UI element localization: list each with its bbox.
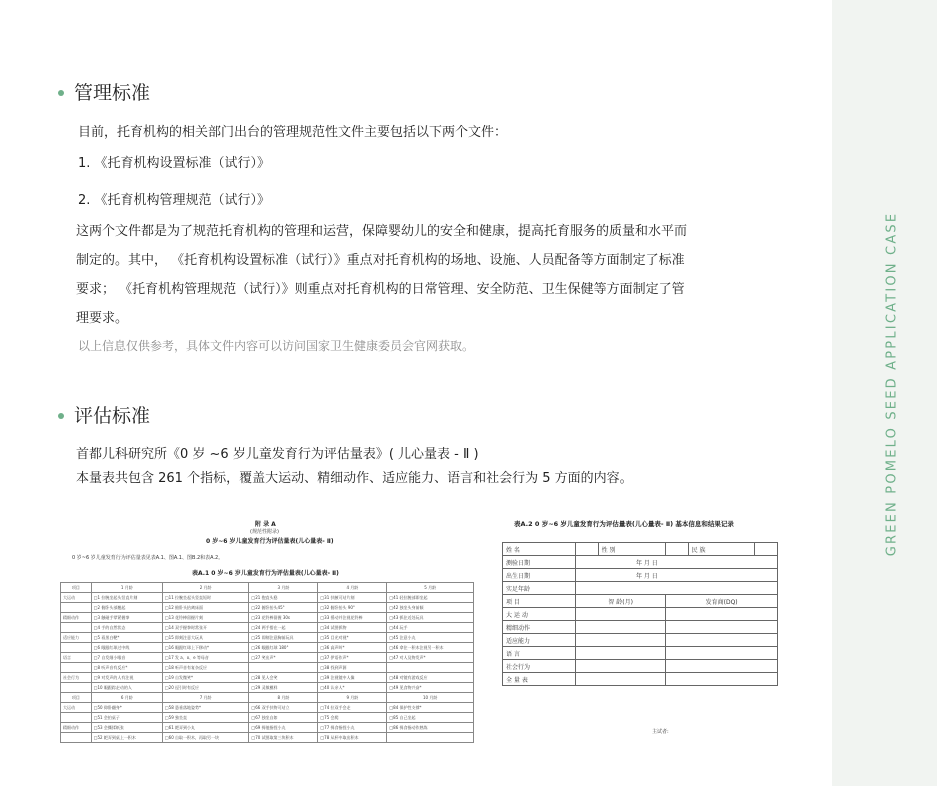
record-form-table xyxy=(502,542,778,686)
table-cell: □13 花铃棒留握片刻 xyxy=(162,613,249,623)
table-cell: □15 即刻注意大玩具 xyxy=(162,633,249,643)
table-header-cell: 项目 xyxy=(61,693,92,703)
table-header-cell: 7 月龄 xyxy=(162,693,249,703)
table-cell: □70 试图取第三块积木 xyxy=(249,733,318,743)
table-cell: □21 抱直头稳 xyxy=(249,593,318,603)
table-row xyxy=(61,613,474,623)
table-cell: □28 见人会笑 xyxy=(249,673,318,683)
table-cell xyxy=(61,683,92,693)
age-label: 实足年龄 xyxy=(503,582,576,595)
ethnicity-label: 民 族 xyxy=(688,543,755,556)
table-cell: □26 眼跟红球 180° xyxy=(249,643,318,653)
table-row xyxy=(61,653,474,663)
table-cell: □47 对人及物发声* xyxy=(387,653,474,663)
table-cell: □61 耙弄到小丸 xyxy=(162,723,249,733)
body-paragraph: 这两个文件都是为了规范托育机构的管理和运营，保障婴幼儿的安全和健康，提高托育服务的质量和水平而制定的。其中， 《托育机构设置标准（试行）》重点对托育机构的场地、设施、人员配备等方面制定了标准要求； 《托育机构管理规范（试行）》则重点对托育机构的日常管理、安全防范、卫生保健等方面制定了管理要求。 xyxy=(76,224,688,326)
dq-cell xyxy=(666,660,778,673)
table-cell: □85 自己坐起 xyxy=(387,713,474,723)
table-cell: □49 见食物兴奋* xyxy=(387,683,474,693)
table-cell: □17 发 a、o、e 等母音 xyxy=(162,653,249,663)
table-cell: □2 俯卧头部翘起 xyxy=(91,603,162,613)
table-cell: □1 拉腕坐起头竖直片刻 xyxy=(91,593,162,603)
mental-age-header: 智 龄(月) xyxy=(575,595,665,608)
table-row xyxy=(61,713,474,723)
table-header-cell: 4 月龄 xyxy=(318,583,387,593)
table-cell: 社会行为 xyxy=(61,673,92,683)
table-cell xyxy=(387,663,474,673)
name-label: 姓 名 xyxy=(503,543,576,556)
table-cell: □84 保护性支撑* xyxy=(387,703,474,713)
table-cell: □59 独坐直 xyxy=(162,713,249,723)
table-cell: □35 目光对视* xyxy=(318,633,387,643)
table-row xyxy=(61,663,474,673)
domain-label: 全 量 表 xyxy=(503,673,576,686)
sidebar-vertical-title: GREEN POMELO SEED APPLICATION CASE xyxy=(884,211,900,557)
gender-label: 性 别 xyxy=(598,543,666,556)
dq-cell xyxy=(666,634,778,647)
table-cell xyxy=(387,733,474,743)
table-cell: □46 拿住一积木注视另一积木 xyxy=(387,643,474,653)
table-row xyxy=(61,643,474,653)
table-cell: □4 手的自然状态 xyxy=(91,623,162,633)
table-cell: □67 独坐自如 xyxy=(249,713,318,723)
table-cell: 大运动 xyxy=(61,703,92,713)
gender-value xyxy=(666,543,688,556)
mental-age-cell xyxy=(575,673,665,686)
table-cell: 适应能力 xyxy=(61,633,92,643)
table-row xyxy=(503,660,778,673)
birth-date-label: 出生日期 xyxy=(503,569,576,582)
table-cell: □5 看黑白靶* xyxy=(91,633,162,643)
domain-label: 大 运 动 xyxy=(503,608,576,621)
section-heading-assessment xyxy=(58,401,150,428)
table-header-cell: 9 月龄 xyxy=(318,693,387,703)
table-header-cell: 10 月龄 xyxy=(387,693,474,703)
table-cell: □51 会拍桌子 xyxy=(91,713,162,723)
scale-subnote: 0 岁~6 岁儿童发育行为评估量表见表A.1、图A.1、图B.2和表A.2。 xyxy=(72,555,224,561)
table-header-cell: 项目 xyxy=(61,583,92,593)
table-cell: □60 自取一积木，再取另一块 xyxy=(162,733,249,743)
table-row xyxy=(503,634,778,647)
table-cell: □53 会撕揉纸张 xyxy=(91,723,162,733)
table-cell: □52 耙弄到桌上一积木 xyxy=(91,733,162,743)
domain-label: 语 言 xyxy=(503,647,576,660)
table-cell: □66 双手扶物可站立 xyxy=(249,703,318,713)
table-row xyxy=(503,673,778,686)
list-item: 1. 《托育机构设置标准（试行）》 xyxy=(78,156,271,171)
table-cell: □38 找到声源 xyxy=(318,663,387,673)
section-title: 管理标准 xyxy=(74,82,151,104)
age-value xyxy=(575,582,777,595)
table-cell: □9 对发声的人有注视 xyxy=(91,673,162,683)
table-cell: □24 两手搭在一起 xyxy=(249,623,318,633)
table-cell: □43 抓住近处玩具 xyxy=(387,613,474,623)
dq-header: 发育商(DQ) xyxy=(666,595,778,608)
table-header-row xyxy=(61,693,474,703)
mental-age-cell xyxy=(575,660,665,673)
table-cell: □29 灵敏模样 xyxy=(249,683,318,693)
table-cell xyxy=(61,643,92,653)
list-item: 2. 《托育机构管理规范（试行）》 xyxy=(78,193,271,208)
table-cell: 精细动作 xyxy=(61,723,92,733)
dq-cell xyxy=(666,673,778,686)
table-header-cell: 6 月龄 xyxy=(91,693,162,703)
table-row xyxy=(503,608,778,621)
table-cell: □58 悬垂落地姿势* xyxy=(162,703,249,713)
section-heading-management xyxy=(58,78,150,105)
table-cell: □7 自发细小喉音 xyxy=(91,653,162,663)
table-cell: □22 俯卧抬头45° xyxy=(249,603,318,613)
table-header-cell: 8 月龄 xyxy=(249,693,318,703)
table-row xyxy=(61,703,474,713)
table-row xyxy=(61,673,474,683)
scale-summary: 本量表共包含 261 个指标，覆盖大运动、精细动作、适应能力、语言和社会行为 5 方面的内容。 xyxy=(76,471,633,486)
table-cell: □6 眼跟红球过中线 xyxy=(91,643,162,653)
table-cell xyxy=(61,733,92,743)
table-row xyxy=(61,623,474,633)
table-cell: □74 拉双手会走 xyxy=(318,703,387,713)
table-cell: □18 听声音有复杂反应 xyxy=(162,663,249,673)
table-row xyxy=(61,723,474,733)
disclaimer-note: 以上信息仅供参考，具体文件内容可以访问国家卫生健康委员会官网获取。 xyxy=(78,339,475,353)
table-cell: □69 拇他指捏小丸 xyxy=(249,723,318,733)
table-cell: □86 拇食指动作熟练 xyxy=(387,723,474,733)
item-header: 项 目 xyxy=(503,595,576,608)
dq-cell xyxy=(666,647,778,660)
table-cell: □48 对镜有游戏反应 xyxy=(387,673,474,683)
normative-label: (规范性附录) xyxy=(250,529,279,535)
table-cell: □45 注意小丸 xyxy=(387,633,474,643)
domain-label: 精细动作 xyxy=(503,621,576,634)
table-row xyxy=(61,683,474,693)
table-cell: □37 伊语作声* xyxy=(318,653,387,663)
scale-table xyxy=(60,582,474,743)
table-cell: □25 即刻注意胸前玩具 xyxy=(249,633,318,643)
table-cell: □50 仰卧翻身* xyxy=(91,703,162,713)
dq-cell xyxy=(666,621,778,634)
table-cell: 大运动 xyxy=(61,593,92,603)
table-header-cell: 2 月龄 xyxy=(162,583,249,593)
bullet-icon xyxy=(58,413,64,419)
table-cell: □10 眼跟踪走动的人 xyxy=(91,683,162,693)
birth-date-value: 年 月 日 xyxy=(575,569,777,582)
table-cell: □42 独坐头身前倾 xyxy=(387,603,474,613)
dq-cell xyxy=(666,608,778,621)
test-date-value: 年 月 日 xyxy=(575,556,777,569)
signature-label: 主试者: xyxy=(652,729,669,735)
table-row xyxy=(61,603,474,613)
table-cell: □36 高声叫* xyxy=(318,643,387,653)
table-cell: □33 摇动并注视花铃棒 xyxy=(318,613,387,623)
table-row xyxy=(61,633,474,643)
mental-age-cell xyxy=(575,647,665,660)
ethnicity-value xyxy=(755,543,778,556)
table-cell: □12 俯卧头抬离床面 xyxy=(162,603,249,613)
appendix-label: 附 录 A xyxy=(255,521,276,528)
table-cell: □11 拉腕坐起头竖直短时 xyxy=(162,593,249,603)
mental-age-cell xyxy=(575,608,665,621)
table-row xyxy=(503,621,778,634)
mental-age-cell xyxy=(575,621,665,634)
bullet-icon xyxy=(58,90,64,96)
table-row xyxy=(61,593,474,603)
table-cell: □3 触碰手掌紧握拳 xyxy=(91,613,162,623)
table-cell: □16 眼跟红球上下移动* xyxy=(162,643,249,653)
domain-label: 社会行为 xyxy=(503,660,576,673)
table-cell: 精细动作 xyxy=(61,613,92,623)
table-cell xyxy=(61,713,92,723)
table-cell: □27 笑出声* xyxy=(249,653,318,663)
table-row xyxy=(61,733,474,743)
table-cell: □41 轻拉腕部即坐起 xyxy=(387,593,474,603)
scale-table-image xyxy=(58,516,476,740)
scale-description: 首都儿科研究所《0 岁 ~6 岁儿童发育行为评估量表》( 儿心量表 - Ⅱ ) xyxy=(76,447,479,462)
table-header-cell: 5 月龄 xyxy=(387,583,474,593)
table-cell xyxy=(249,663,318,673)
table-cell: □34 试图抓物 xyxy=(318,623,387,633)
table-cell: □44 玩手 xyxy=(387,623,474,633)
domain-label: 适应能力 xyxy=(503,634,576,647)
test-date-label: 测验日期 xyxy=(503,556,576,569)
table-cell: □78 从杯中取出积木 xyxy=(318,733,387,743)
table-cell xyxy=(61,663,92,673)
table-cell: □20 逗引时有反应 xyxy=(162,683,249,693)
table-cell: □23 花铃棒留握 30s xyxy=(249,613,318,623)
form-title: 表A.2 0 岁~6 岁儿童发育行为评估量表(儿心量表- Ⅱ) 基本信息和结果记录 xyxy=(514,520,734,528)
table-header-row xyxy=(61,583,474,593)
name-value xyxy=(575,543,598,556)
table-cell: □31 扶腋可站片刻 xyxy=(318,593,387,603)
table-cell: □39 注视镜中人像 xyxy=(318,673,387,683)
mental-age-cell xyxy=(575,634,665,647)
table-cell: □8 听声音有反应* xyxy=(91,663,162,673)
table-cell xyxy=(61,623,92,633)
table-cell: □75 会爬 xyxy=(318,713,387,723)
table-header-cell: 3 月龄 xyxy=(249,583,318,593)
scale-title: 0 岁~6 岁儿童发育行为评估量表(儿心量表- Ⅱ) xyxy=(206,538,334,545)
table-title: 表A.1 0 岁~6 岁儿童发育行为评估量表(儿心量表- Ⅱ) xyxy=(192,570,339,577)
table-cell: □14 双手握拳时常张开 xyxy=(162,623,249,633)
table-header-cell: 1 月龄 xyxy=(91,583,162,593)
section-title: 评估标准 xyxy=(74,405,151,427)
table-row xyxy=(503,647,778,660)
table-cell xyxy=(61,603,92,613)
record-form-image xyxy=(500,516,780,740)
table-cell: 语言 xyxy=(61,653,92,663)
intro-text: 目前，托育机构的相关部门出台的管理规范性文件主要包括以下两个文件： xyxy=(78,125,508,140)
table-cell: □19 自发微笑* xyxy=(162,673,249,683)
table-cell: □77 拇食指捏小丸 xyxy=(318,723,387,733)
table-cell: □40 认亲人* xyxy=(318,683,387,693)
table-cell: □32 俯卧抬头 90° xyxy=(318,603,387,613)
